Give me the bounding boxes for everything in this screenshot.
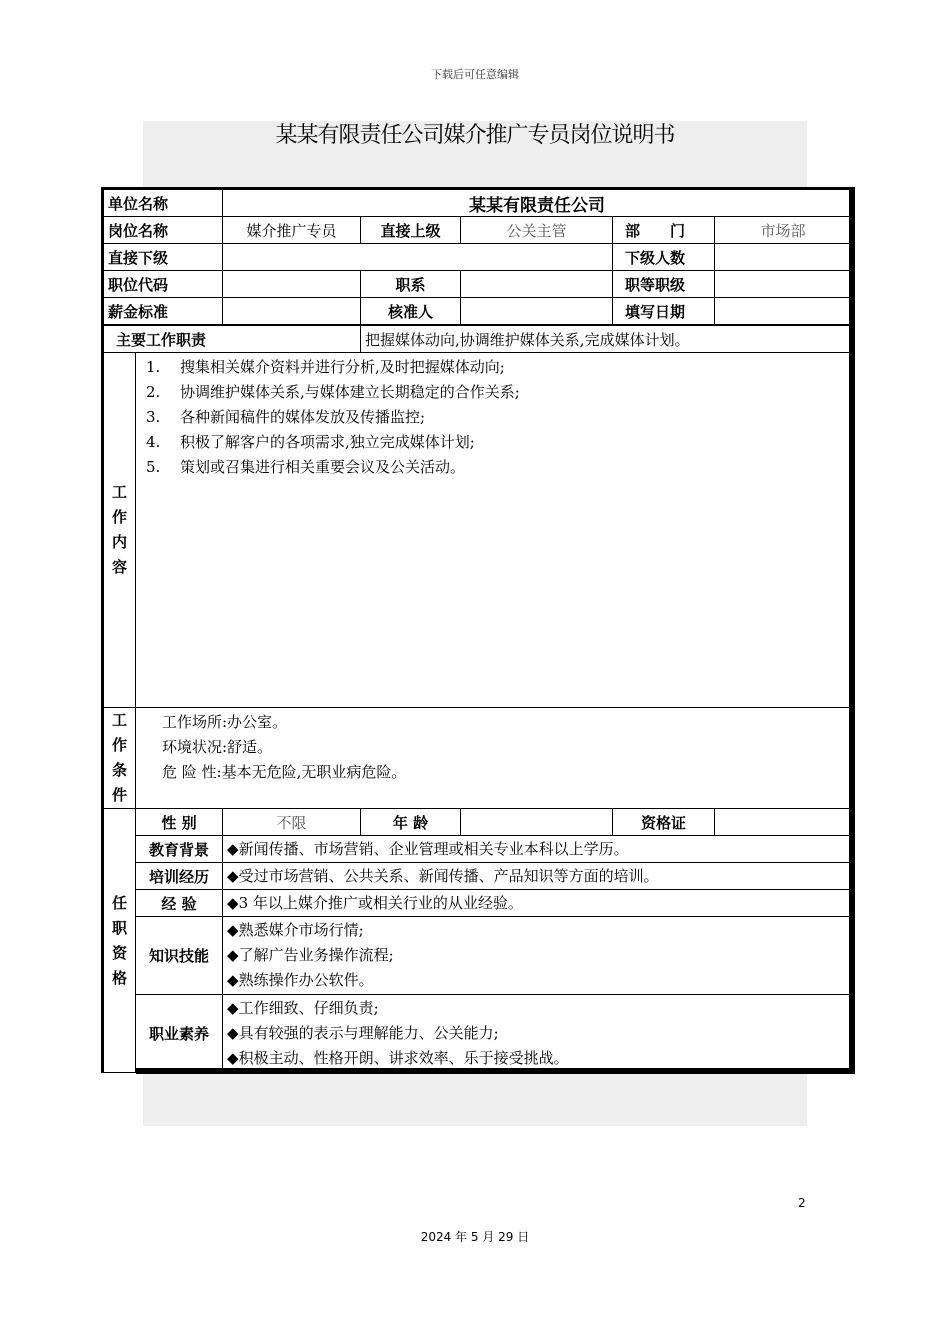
row-subordinate (103, 244, 852, 271)
department-value: 市场部 (715, 217, 852, 244)
quality-line: ◆工作细致、仔细负责; (227, 999, 379, 1017)
department-label: 部 门 (613, 217, 715, 244)
condition-line: 危 险 性:基本无危险,无职业病危险。 (162, 763, 407, 781)
row-unit (103, 189, 852, 217)
superior-label: 直接上级 (361, 217, 461, 244)
quality-value (223, 995, 852, 1073)
work-item: 4. 积极了解客户的各项需求,独立完成媒体计划; (146, 433, 475, 451)
unit-label: 单位名称 (103, 189, 223, 217)
job-description-table (101, 187, 852, 1073)
condition-line: 环境状况:舒适。 (162, 738, 273, 756)
unit-value: 某某有限责任公司 (223, 189, 852, 217)
series-value (461, 271, 613, 298)
age-label: 年 龄 (361, 809, 461, 836)
subordinate-count-label: 下级人数 (613, 244, 715, 271)
row-position (103, 217, 852, 244)
main-duty-label: 主要工作职责 (103, 325, 361, 353)
work-conditions-list (136, 708, 852, 809)
series-label: 职系 (361, 271, 461, 298)
footer-date: 2024 年 5 月 29 日 (420, 1230, 530, 1244)
education-value: ◆新闻传播、市场营销、企业管理或相关专业本科以上学历。 (223, 836, 852, 863)
work-item: 5. 策划或召集进行相关重要会议及公关活动。 (146, 458, 466, 476)
work-content-list (136, 353, 852, 708)
position-value: 媒介推广专员 (223, 217, 361, 244)
quality-line: ◆积极主动、性格开朗、讲求效率、乐于接受挑战。 (227, 1049, 569, 1067)
approver-label: 核准人 (361, 298, 461, 326)
work-item: 3. 各种新闻稿件的媒体发放及传播监控; (146, 408, 426, 426)
work-conditions-label: 工 作 条 件 (103, 708, 136, 809)
education-label: 教育背景 (136, 836, 223, 863)
fill-date-label: 填写日期 (613, 298, 715, 326)
work-item: 2. 协调维护媒体关系,与媒体建立长期稳定的合作关系; (146, 383, 520, 401)
position-label: 岗位名称 (103, 217, 223, 244)
quality-line: ◆具有较强的表示与理解能力、公关能力; (227, 1024, 499, 1042)
superior-value: 公关主管 (461, 217, 613, 244)
salary-label: 薪金标准 (103, 298, 223, 326)
subordinate-label: 直接下级 (103, 244, 223, 271)
bottom-band (143, 1074, 807, 1126)
row-experience (103, 890, 852, 917)
quality-label: 职业素养 (136, 995, 223, 1073)
skills-value (223, 917, 852, 995)
fill-date-value (715, 298, 852, 326)
gender-label: 性 别 (136, 809, 223, 836)
row-training (103, 863, 852, 890)
position-code-label: 职位代码 (103, 271, 223, 298)
main-duty-value: 把握媒体动向,协调维护媒体关系,完成媒体计划。 (361, 325, 852, 353)
experience-label: 经 验 (136, 890, 223, 917)
training-label: 培训经历 (136, 863, 223, 890)
experience-value: ◆3 年以上媒介推广或相关行业的从业经验。 (223, 890, 852, 917)
certificate-label: 资格证 (613, 809, 715, 836)
condition-line: 工作场所:办公室。 (162, 713, 288, 731)
grade-value (715, 271, 852, 298)
skill-line: ◆熟练操作办公软件。 (227, 971, 374, 989)
gender-value: 不限 (223, 809, 361, 836)
work-item: 1. 搜集相关媒介资料并进行分析,及时把握媒体动向; (146, 358, 505, 376)
row-work-conditions (103, 708, 852, 809)
document-title: 某某有限责任公司媒介推广专员岗位说明书 (275, 123, 675, 148)
page-number: 2 (798, 1196, 806, 1210)
row-skills (103, 917, 852, 995)
grade-label: 职等职级 (613, 271, 715, 298)
training-value: ◆受过市场营销、公共关系、新闻传播、产品知识等方面的培训。 (223, 863, 852, 890)
skill-line: ◆了解广告业务操作流程; (227, 946, 394, 964)
certificate-value (715, 809, 852, 836)
work-content-label: 工 作 内 容 (103, 353, 136, 708)
skill-line: ◆熟悉媒介市场行情; (227, 921, 364, 939)
qualifications-label: 任 职 资 格 (103, 809, 136, 1073)
subordinate-count-value (715, 244, 852, 271)
position-code-value (223, 271, 361, 298)
row-professional-quality (103, 995, 852, 1073)
header-note: 下载后可任意编辑 (431, 68, 519, 81)
age-value (461, 809, 613, 836)
row-code (103, 271, 852, 298)
row-salary (103, 298, 852, 326)
row-basic-requirements (103, 809, 852, 836)
row-main-duty (103, 325, 852, 353)
row-work-content (103, 353, 852, 708)
approver-value (461, 298, 613, 326)
subordinate-value (223, 244, 613, 271)
skills-label: 知识技能 (136, 917, 223, 995)
salary-value (223, 298, 361, 326)
row-education (103, 836, 852, 863)
